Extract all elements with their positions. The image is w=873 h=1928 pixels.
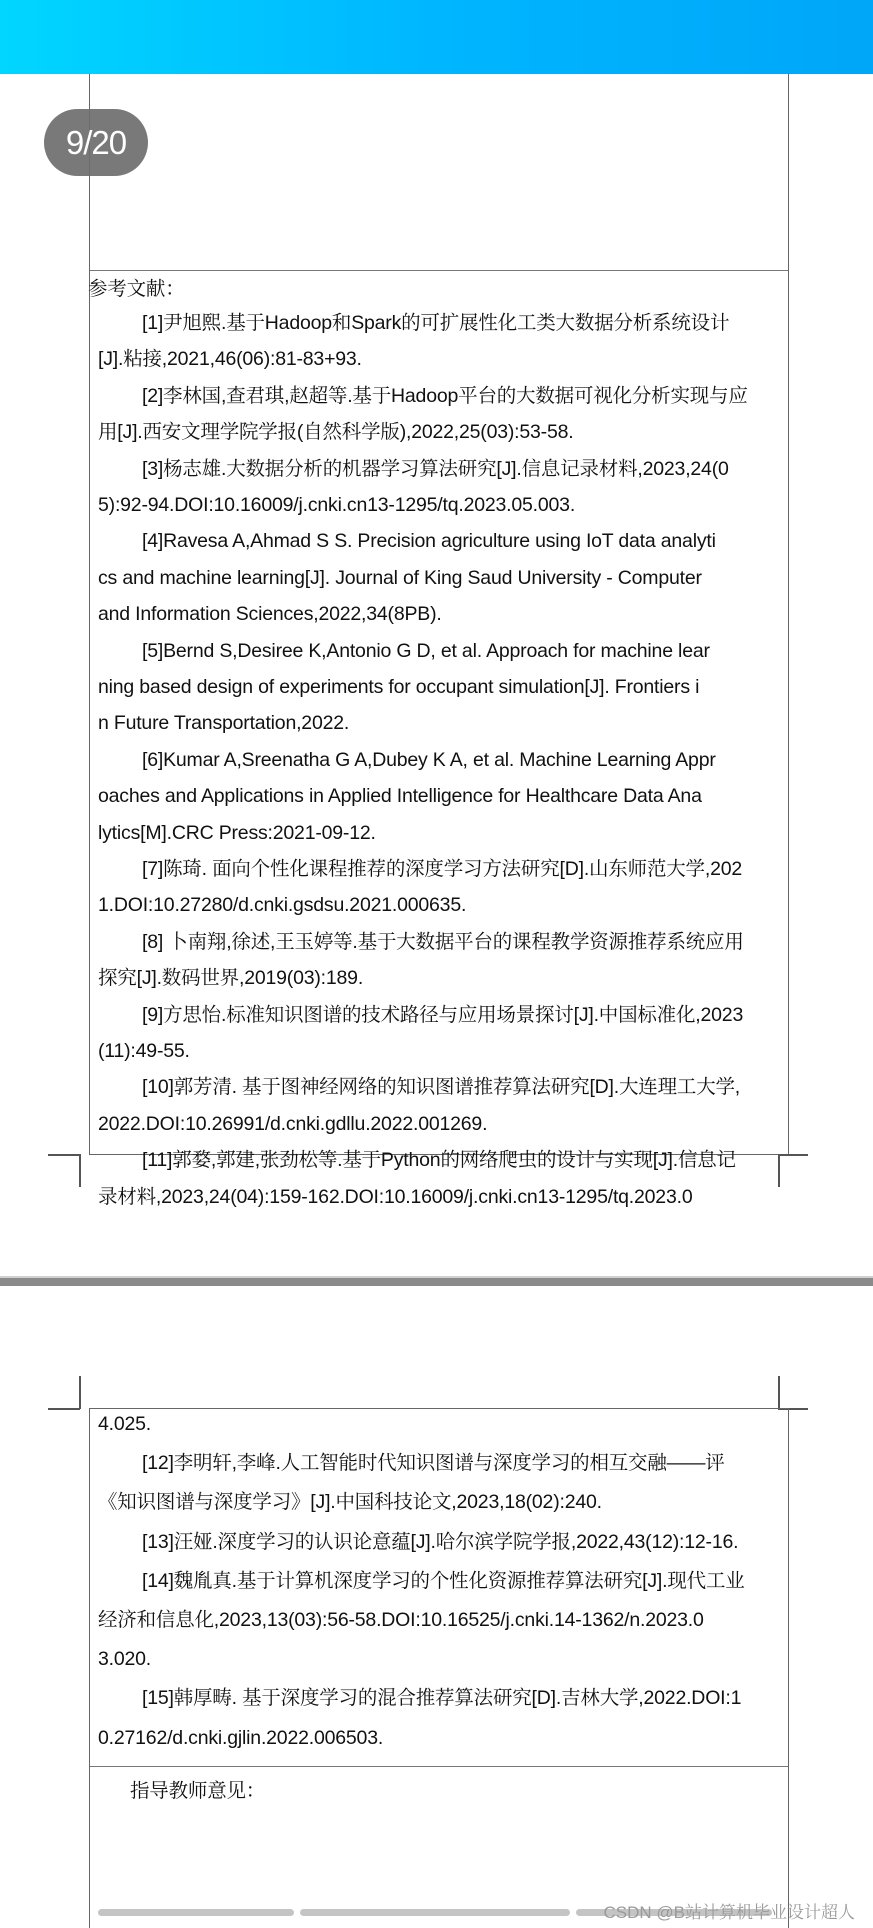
reference-line: [5]Bernd S,Desiree K,Antonio G D, et al. Approach for machine lear — [142, 639, 710, 662]
reference-line: [11]郭婺,郭建,张劲松等.基于Python的网络爬虫的设计与实现[J].信息记 — [142, 1149, 736, 1172]
app-top-bar — [0, 0, 873, 74]
reference-line: [10]郭芳清. 基于图神经网络的知识图谱推荐算法研究[D].大连理工大学, — [142, 1076, 741, 1099]
reference-line: [7]陈琦. 面向个性化课程推荐的深度学习方法研究[D].山东师范大学,202 — [142, 858, 743, 880]
references-heading: 参考文献： — [88, 278, 185, 300]
reference-line: 探究[J].数码世界,2019(03):189. — [98, 967, 364, 990]
crop-mark — [778, 1154, 808, 1156]
reference-line: 录材料,2023,24(04):159-162.DOI:10.16009/j.cnki.cn13-1295/tq.2023.0 — [98, 1185, 693, 1208]
table-divider — [90, 1766, 788, 1767]
reference-line: [3]杨志雄.大数据分析的机器学习算法研究[J].信息记录材料,2023,24(0 — [142, 457, 729, 480]
reference-line: 0.27162/d.cnki.gjlin.2022.006503. — [98, 1726, 384, 1749]
watermark: CSDN @B站计算机毕业设计超人 — [603, 1903, 855, 1922]
reference-line: [13]汪娅.深度学习的认识论意蕴[J].哈尔滨学院学报,2022,43(12):12-16. — [142, 1530, 739, 1553]
reference-line: cs and machine learning[J]. Journal of King Saud University - Computer — [98, 566, 702, 589]
reference-line: 用[J].西安文理学院学报(自然科学版),2022,25(03):53-58. — [98, 421, 574, 444]
reference-line: 5):92-94.DOI:10.16009/j.cnki.cn13-1295/tq.2023.05.003. — [98, 494, 576, 516]
reference-line: n Future Transportation,2022. — [98, 712, 350, 735]
crop-mark — [79, 1154, 81, 1187]
crop-mark — [48, 1408, 80, 1410]
reference-line: oaches and Applications in Applied Intelligence for Healthcare Data Ana — [98, 785, 702, 808]
reference-line: [8] 卜南翔,徐述,王玉婷等.基于大数据平台的课程教学资源推荐系统应用 — [142, 930, 744, 953]
advisor-opinion-label: 指导教师意见： — [130, 1780, 266, 1802]
reference-line: 《知识图谱与深度学习》[J].中国科技论文,2023,18(02):240. — [98, 1491, 602, 1514]
table-divider — [90, 270, 788, 271]
reference-line: and Information Sciences,2022,34(8PB). — [98, 603, 442, 626]
reference-line: 4.025. — [98, 1413, 152, 1435]
document-page-9 — [88, 74, 789, 1208]
reference-line: [1]尹旭熙.基于Hadoop和Spark的可扩展性化工类大数据分析系统设计 — [142, 312, 730, 334]
reference-line: (11):49-55. — [98, 1040, 190, 1062]
reference-line: [9]方思怡.标准知识图谱的技术路径与应用场景探讨[J].中国标准化,2023 — [142, 1003, 744, 1026]
reference-line: [2]李林国,查君琪,赵超等.基于Hadoop平台的大数据可视化分析实现与应 — [142, 384, 748, 407]
page-separator — [0, 1276, 873, 1286]
reference-line: ning based design of experiments for occupant simulation[J]. Frontiers i — [98, 676, 700, 698]
reference-line: [12]李明轩,李峰.人工智能时代知识图谱与深度学习的相互交融——评 — [142, 1452, 725, 1475]
reference-line: [J].粘接,2021,46(06):81-83+93. — [98, 348, 362, 371]
reference-line: 1.DOI:10.27280/d.cnki.gsdsu.2021.000635. — [98, 894, 467, 917]
reference-line: 3.020. — [98, 1648, 152, 1671]
reference-line: [15]韩厚畴. 基于深度学习的混合推荐算法研究[D].吉林大学,2022.DOI:1 — [142, 1687, 742, 1710]
reference-line: [6]Kumar A,Sreenatha G A,Dubey K A, et al. Machine Learning Appr — [142, 748, 716, 771]
reference-line: lytics[M].CRC Press:2021-09-12. — [98, 821, 376, 844]
crop-mark — [48, 1154, 80, 1156]
reference-line: [14]魏胤真.基于计算机深度学习的个性化资源推荐算法研究[J].现代工业 — [142, 1569, 745, 1592]
scrollbar-segment[interactable] — [98, 1909, 294, 1916]
crop-mark — [778, 1154, 780, 1187]
reference-line: [4]Ravesa A,Ahmad S S. Precision agriculture using IoT data analyti — [142, 530, 716, 553]
crop-mark — [778, 1376, 780, 1409]
reference-line: 2022.DOI:10.26991/d.cnki.gdllu.2022.001269. — [98, 1112, 488, 1135]
crop-mark — [79, 1376, 81, 1409]
reference-line: 经济和信息化,2023,13(03):56-58.DOI:10.16525/j.cnki.14-1362/n.2023.0 — [98, 1609, 704, 1631]
document-page-10 — [89, 1408, 789, 1928]
scrollbar-segment[interactable] — [300, 1909, 570, 1916]
page-indicator-badge: 9/20 — [44, 109, 148, 176]
